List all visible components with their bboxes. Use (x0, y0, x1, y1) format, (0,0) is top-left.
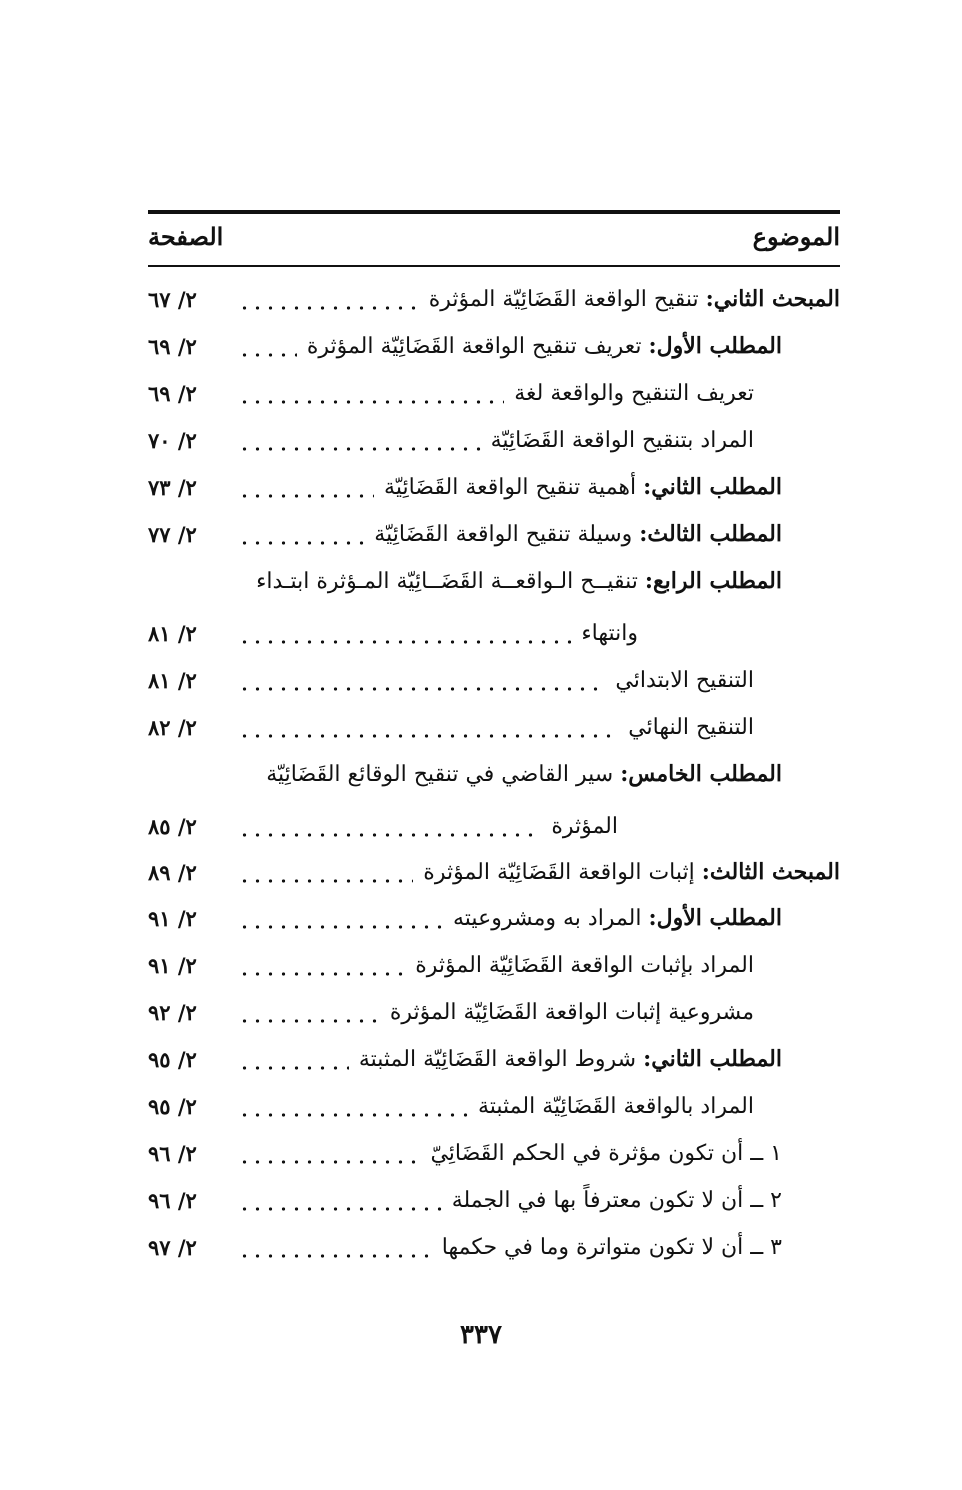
entry-label: المطلب الرابع: (644, 568, 782, 594)
toc-row (148, 945, 840, 985)
entry-text: التنقيح النهائي (628, 715, 754, 740)
entry-page-number: ٢/ ٧٧ (148, 521, 197, 547)
entry-text: تنقيح الواقعة القَضَائِيّة المؤثرة (428, 287, 699, 312)
entry-text: تعريف التنقيح والواقعة لغة (514, 381, 754, 406)
entry-title (478, 1093, 754, 1119)
entry-page-number: ٢/ ٨١ (148, 667, 197, 693)
entry-text: إثبات الواقعة القَضَائِيّة المؤثرة (423, 860, 695, 885)
entry-title (307, 333, 782, 359)
toc-row (148, 754, 840, 794)
entry-label: المبحث الثالث: (701, 859, 840, 885)
dot-leader (238, 956, 405, 976)
entry-label: المطلب الثاني: (643, 474, 782, 500)
toc-row (148, 1039, 840, 1079)
toc-row (148, 1086, 840, 1126)
dot-leader (238, 337, 297, 357)
entry-text: المراد بإثبات الواقعة القَضَائِيّة المؤثرة (415, 953, 754, 978)
entry-title (453, 905, 782, 931)
entry-title (628, 714, 754, 740)
entry-text: ٢ ــ أن لا تكون معترفاً بها في الجملة (451, 1188, 782, 1213)
toc-row (148, 420, 840, 460)
toc-row (148, 992, 840, 1032)
dot-leader (238, 718, 618, 738)
toc-row (148, 1133, 840, 1173)
entry-title (256, 568, 782, 594)
entry-page-number: ٢/ ٨٢ (148, 714, 197, 740)
dot-leader (238, 1097, 468, 1117)
entry-text: أهمية تنقيح الواقعة القَضَائِيّة (384, 475, 637, 500)
entry-label: المطلب الخامس: (620, 761, 782, 787)
entry-title (429, 286, 840, 312)
toc-row (148, 561, 840, 601)
entry-text: المراد بتنقيح الواقعة القَضَائِيّة (490, 428, 754, 453)
entry-label: المطلب الأول: (648, 333, 782, 359)
entry-page-number: ٢/ ٦٩ (148, 333, 197, 359)
dot-leader (238, 290, 419, 310)
entry-text: ٣ ــ أن لا تكون متواترة وما في حكمها (441, 1235, 782, 1260)
dot-leader (238, 525, 364, 545)
toc-row (148, 806, 840, 846)
header-bottom-rule (148, 265, 840, 267)
entry-page-number: ٢/ ٩١ (148, 905, 197, 931)
entry-title (514, 380, 754, 406)
page-column-header: الصفحة (148, 222, 224, 251)
entry-text: المراد به ومشروعيته (453, 906, 642, 931)
entry-label: المطلب الثاني: (643, 1046, 782, 1072)
toc-row (148, 1227, 840, 1267)
entry-title (581, 620, 638, 646)
entry-title (384, 474, 782, 500)
entry-page-number: ٢/ ٧٣ (148, 474, 197, 500)
dot-leader (238, 1050, 349, 1070)
dot-leader (238, 817, 541, 837)
entry-page-number: ٢/ ٦٩ (148, 380, 197, 406)
entry-text: وسيلة تنقيح الواقعة القَضَائِيّة (374, 522, 633, 547)
entry-text: المراد بالواقعة القَضَائِيّة المثبتة (477, 1094, 754, 1119)
entry-page-number: ٢/ ٩٢ (148, 999, 197, 1025)
entry-text: سير القاضي في تنقيح الوقائع القَضَائِيّة (266, 762, 614, 787)
toc-row (148, 613, 840, 653)
toc-row (148, 660, 840, 700)
toc-row (148, 326, 840, 366)
entry-text: تنقيــح الـواقعــة القَضَــائِيّة المـؤثرة ابتـداء (256, 569, 638, 594)
toc-row (148, 279, 840, 319)
entry-page-number: ٢/ ٩١ (148, 952, 197, 978)
entry-text: شروط الواقعة القَضَائِيّة المثبتة (358, 1047, 637, 1072)
dot-leader (238, 478, 374, 498)
entry-title (390, 999, 754, 1025)
toc-row (148, 467, 840, 507)
entry-title (359, 1046, 782, 1072)
entry-page-number: ٢/ ٩٦ (148, 1187, 197, 1213)
dot-leader (238, 1144, 420, 1164)
entry-text: المؤثرة (551, 814, 618, 839)
dot-leader (238, 384, 504, 404)
entry-text: التنقيح الابتدائي (615, 668, 754, 693)
entry-title (491, 427, 754, 453)
entry-page-number: ٢/ ٩٦ (148, 1140, 197, 1166)
entry-label: المبحث الثاني: (705, 286, 840, 312)
entry-text: تعريف تنقيح الواقعة القَضَائِيّة المؤثرة (306, 334, 642, 359)
entry-page-number: ٢/ ٩٥ (148, 1046, 197, 1072)
dot-leader (238, 909, 443, 929)
entry-title (374, 521, 782, 547)
topic-column-header: الموضوع (752, 222, 840, 251)
entry-title (415, 952, 754, 978)
dot-leader (238, 1003, 380, 1023)
entry-title (430, 1140, 782, 1166)
entry-page-number: ٢/ ٩٧ (148, 1234, 197, 1260)
entry-title (266, 761, 782, 787)
dot-leader (238, 1238, 432, 1258)
entry-title (452, 1187, 782, 1213)
entry-text: وانتهاء (581, 621, 638, 646)
entry-page-number: ٢/ ٨٩ (148, 859, 197, 885)
dot-leader (238, 431, 481, 451)
page-number: ٣٣٧ (460, 1320, 502, 1350)
entry-title (442, 1234, 782, 1260)
toc-row (148, 373, 840, 413)
entry-page-number: ٢/ ٨٥ (148, 813, 197, 839)
entry-title (615, 667, 754, 693)
entry-page-number: ٢/ ٧٠ (148, 427, 197, 453)
entry-label: المطلب الثالث: (639, 521, 782, 547)
entry-page-number: ٢/ ٦٧ (148, 286, 197, 312)
header-top-rule (148, 210, 840, 214)
entry-page-number: ٢/ ٩٥ (148, 1093, 197, 1119)
entry-title (423, 859, 840, 885)
entry-page-number: ٢/ ٨١ (148, 620, 197, 646)
toc-row (148, 852, 840, 892)
entry-title (551, 813, 618, 839)
toc-row (148, 514, 840, 554)
dot-leader (238, 863, 413, 883)
dot-leader (238, 1191, 442, 1211)
toc-row (148, 898, 840, 938)
entry-label: المطلب الأول: (648, 905, 782, 931)
toc-row (148, 1180, 840, 1220)
toc-row (148, 707, 840, 747)
dot-leader (238, 624, 571, 644)
dot-leader (238, 671, 605, 691)
entry-text: ١ ــ أن تكون مؤثرة في الحكم القَضَائِيّ (430, 1141, 782, 1166)
entry-text: مشروعية إثبات الواقعة القَضَائِيّة المؤثرة (389, 1000, 754, 1025)
